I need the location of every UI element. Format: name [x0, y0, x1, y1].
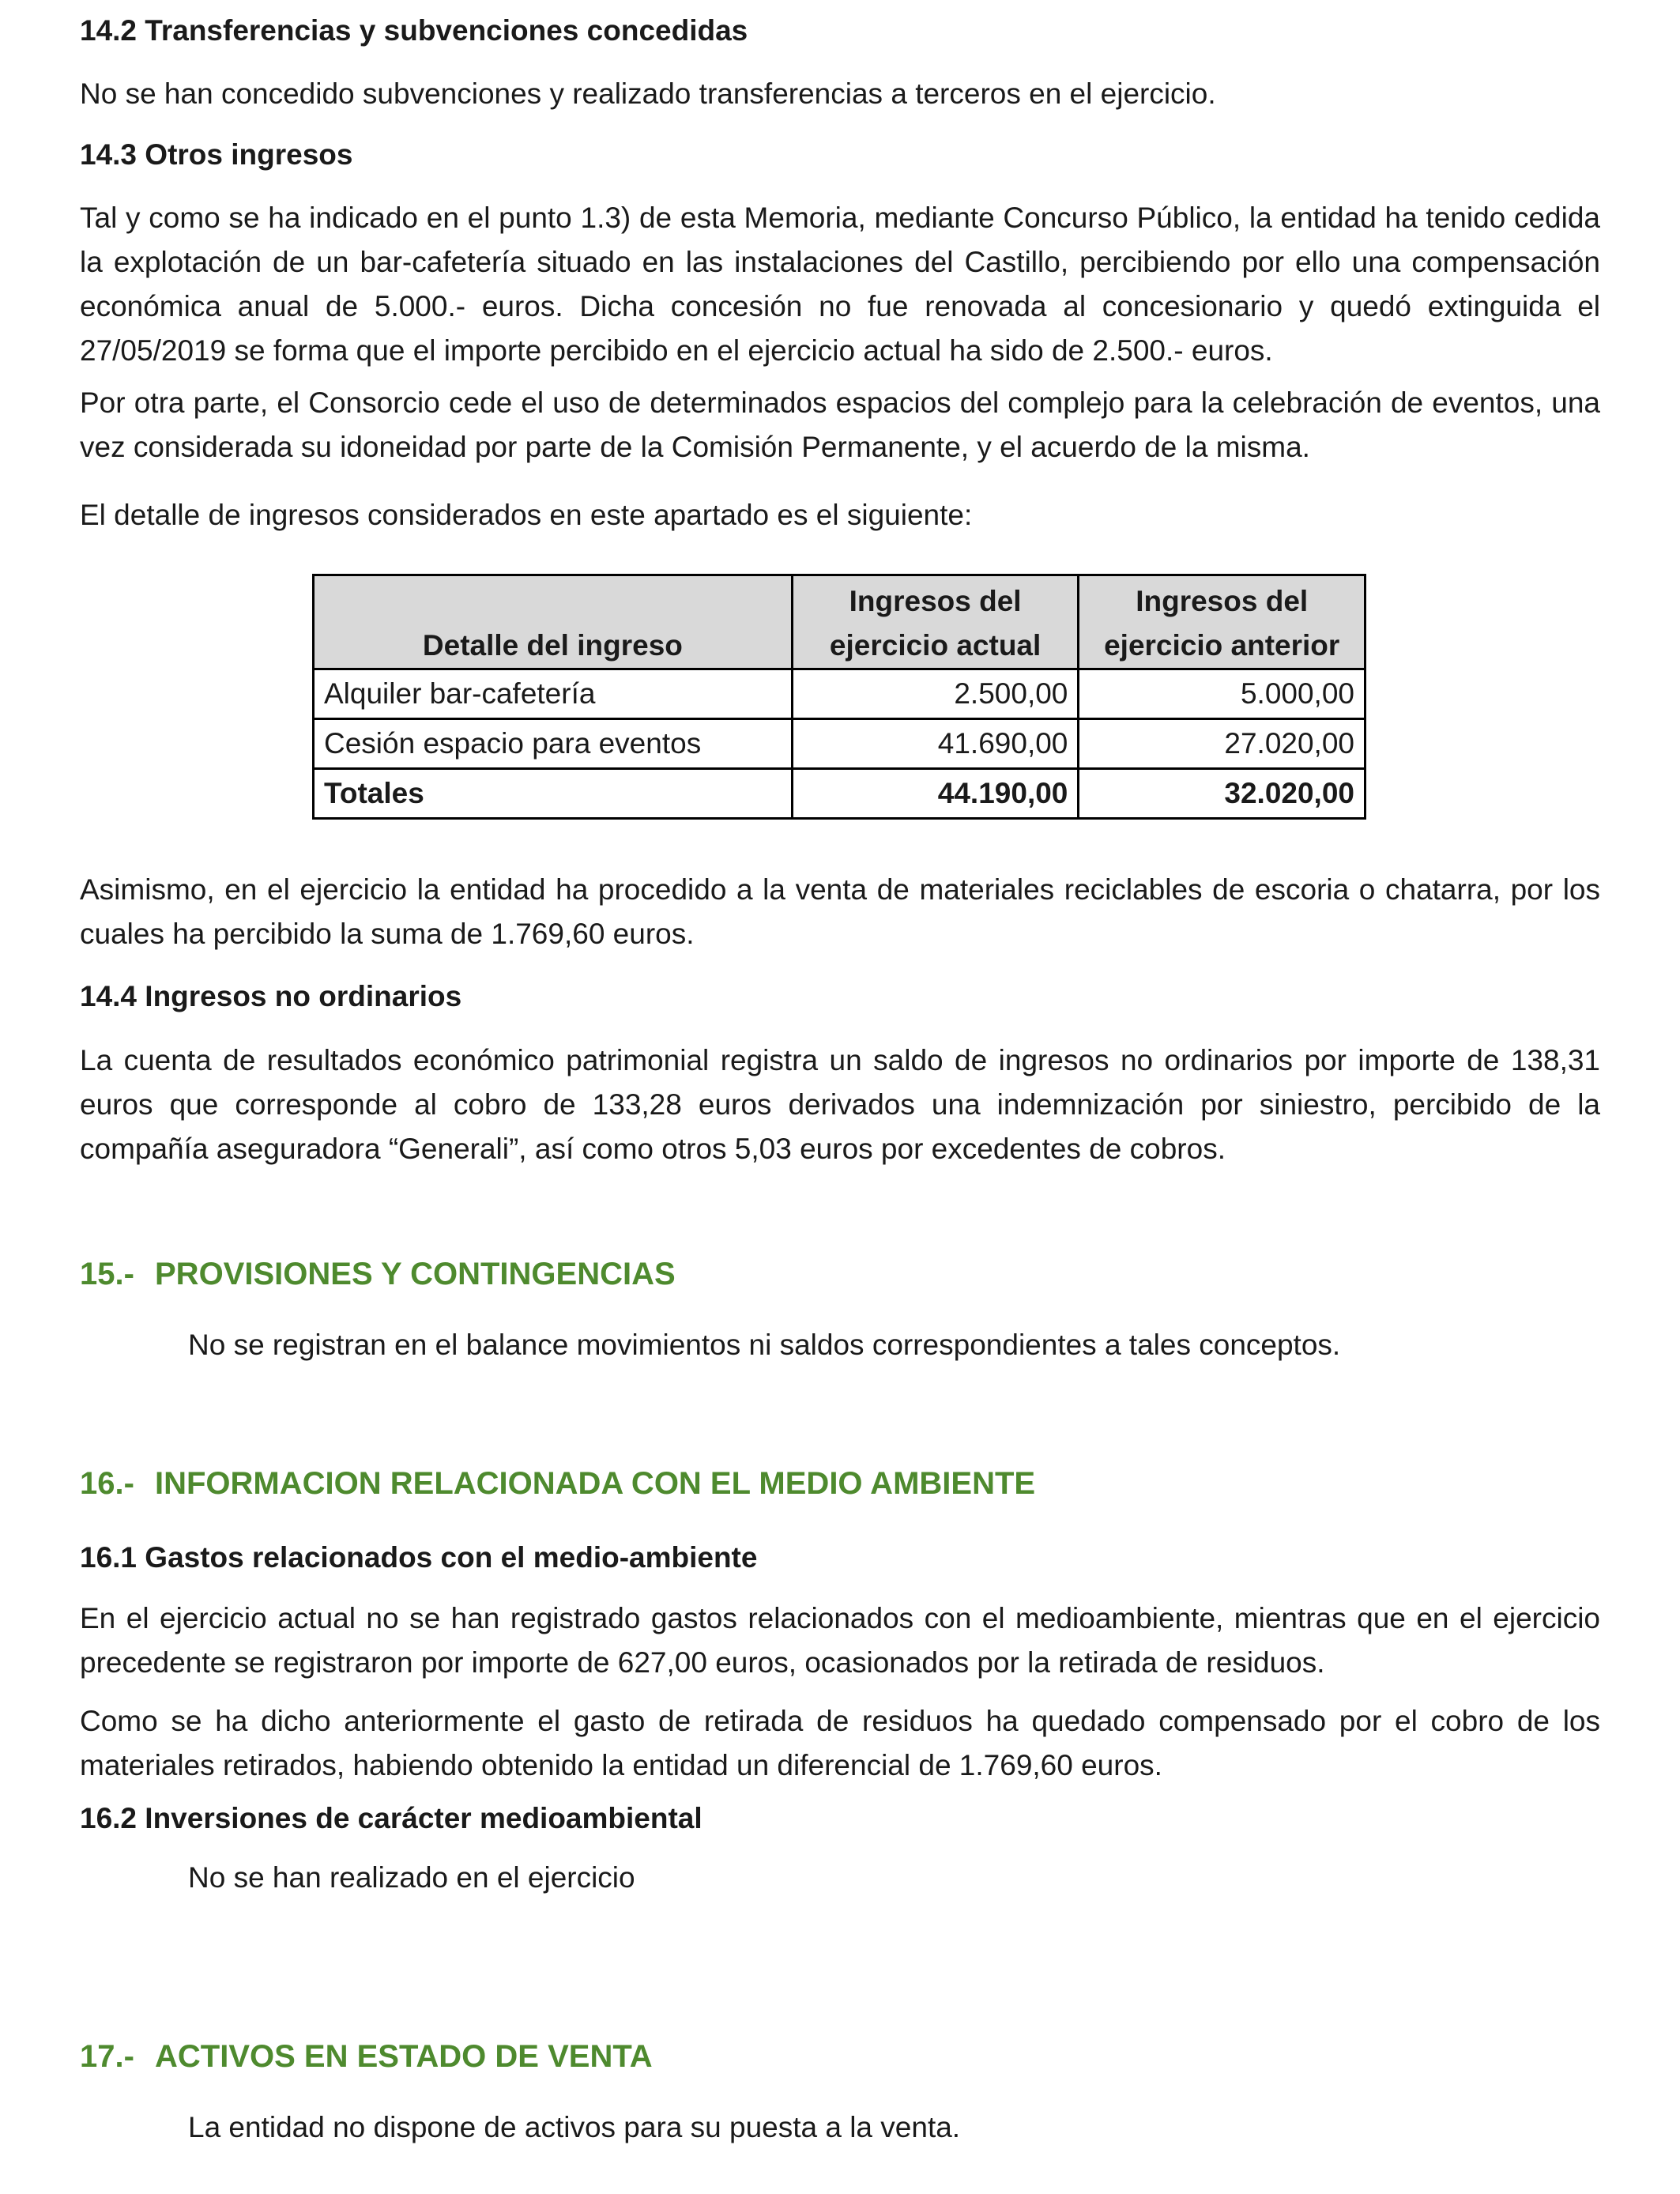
- row-previous-value: 27.020,00: [1079, 719, 1365, 769]
- total-label: Totales: [314, 769, 793, 819]
- header-current-year: Ingresos del ejercicio actual: [792, 575, 1079, 669]
- section-15-heading: 15.- PROVISIONES Y CONTINGENCIAS: [80, 1257, 676, 1291]
- section-17-heading: 17.- ACTIVOS EN ESTADO DE VENTA: [80, 2039, 653, 2074]
- table-total-row: [314, 769, 1365, 819]
- section-14-4-text: La cuenta de resultados económico patrimonial registra un saldo de ingresos no ordinarios por importe de 138,31 euros que corresponde al cobro de 133,28 euros derivados una indemnización por siniestro, percibido de la compañía aseguradora “Generali”, así como otros 5,03 euros por excedentes de cobros.: [80, 1044, 1600, 1165]
- row-label: Cesión espacio para eventos: [314, 719, 793, 769]
- total-current-value: 44.190,00: [792, 769, 1079, 819]
- row-current-value: 41.690,00: [792, 719, 1079, 769]
- section-16-1-title: 16.1 Gastos relacionados con el medio-ambiente: [80, 1541, 758, 1574]
- header-previous-year: Ingresos del ejercicio anterior: [1079, 575, 1365, 669]
- section-14-2-text: No se han concedido subvenciones y realizado transferencias a terceros en el ejercicio.: [80, 77, 1216, 110]
- section-16-2-text: No se han realizado en el ejercicio: [188, 1861, 635, 1894]
- section-15-text: No se registran en el balance movimientos ni saldos correspondientes a tales conceptos.: [188, 1329, 1341, 1361]
- row-label: Alquiler bar-cafetería: [314, 669, 793, 719]
- section-16-1-paragraph-1: En el ejercicio actual no se han registrado gastos relacionados con el medioambiente, mientras que en el ejercicio precedente se registraron por importe de 627,00 euros, ocasionados por la retirada de residuos.: [80, 1602, 1600, 1679]
- section-16-1-paragraph-2: Como se ha dicho anteriormente el gasto de retirada de residuos ha quedado compensado por el cobro de los materiales retirados, habiendo obtenido la entidad un diferencial de 1.769,60 euros.: [80, 1705, 1600, 1781]
- total-previous-value: 32.020,00: [1079, 769, 1365, 819]
- section-17-text: La entidad no dispone de activos para su puesta a la venta.: [188, 2111, 961, 2143]
- section-14-4-title: 14.4 Ingresos no ordinarios: [80, 980, 462, 1012]
- row-previous-value: 5.000,00: [1079, 669, 1365, 719]
- section-14-3-title: 14.3 Otros ingresos: [80, 138, 353, 171]
- section-14-3-paragraph-4: Asimismo, en el ejercicio la entidad ha procedido a la venta de materiales reciclables de escoria o chatarra, por los cuales ha percibido la suma de 1.769,60 euros.: [80, 873, 1600, 950]
- section-16-2-title: 16.2 Inversiones de carácter medioambiental: [80, 1802, 703, 1834]
- header-detail: Detalle del ingreso: [314, 575, 793, 669]
- row-current-value: 2.500,00: [792, 669, 1079, 719]
- table-header-row: [314, 575, 1365, 669]
- section-14-2-title: 14.2 Transferencias y subvenciones concedidas: [80, 14, 748, 47]
- section-16-heading: 16.- INFORMACION RELACIONADA CON EL MEDIO AMBIENTE: [80, 1466, 1036, 1501]
- section-14-3-paragraph-2: Por otra parte, el Consorcio cede el uso de determinados espacios del complejo para la celebración de eventos, una vez considerada su idoneidad por parte de la Comisión Permanente, y el acuerdo de la misma.: [80, 386, 1600, 463]
- section-14-3-paragraph-3: El detalle de ingresos considerados en este apartado es el siguiente:: [80, 499, 973, 531]
- income-detail-table: [312, 574, 1366, 820]
- table-row: [314, 719, 1365, 769]
- section-14-3-paragraph-1: Tal y como se ha indicado en el punto 1.3) de esta Memoria, mediante Concurso Público, la entidad ha tenido cedida la explotación de un bar-cafetería situado en las instalaciones del Castillo, percibiendo por ello una compensación económica anual de 5.000.- euros. Dicha concesión no fue renovada al concesionario y quedó extinguida el 27/05/2019 se forma que el importe percibido en el ejercicio actual ha sido de 2.500.- euros.: [80, 202, 1600, 367]
- table-row: [314, 669, 1365, 719]
